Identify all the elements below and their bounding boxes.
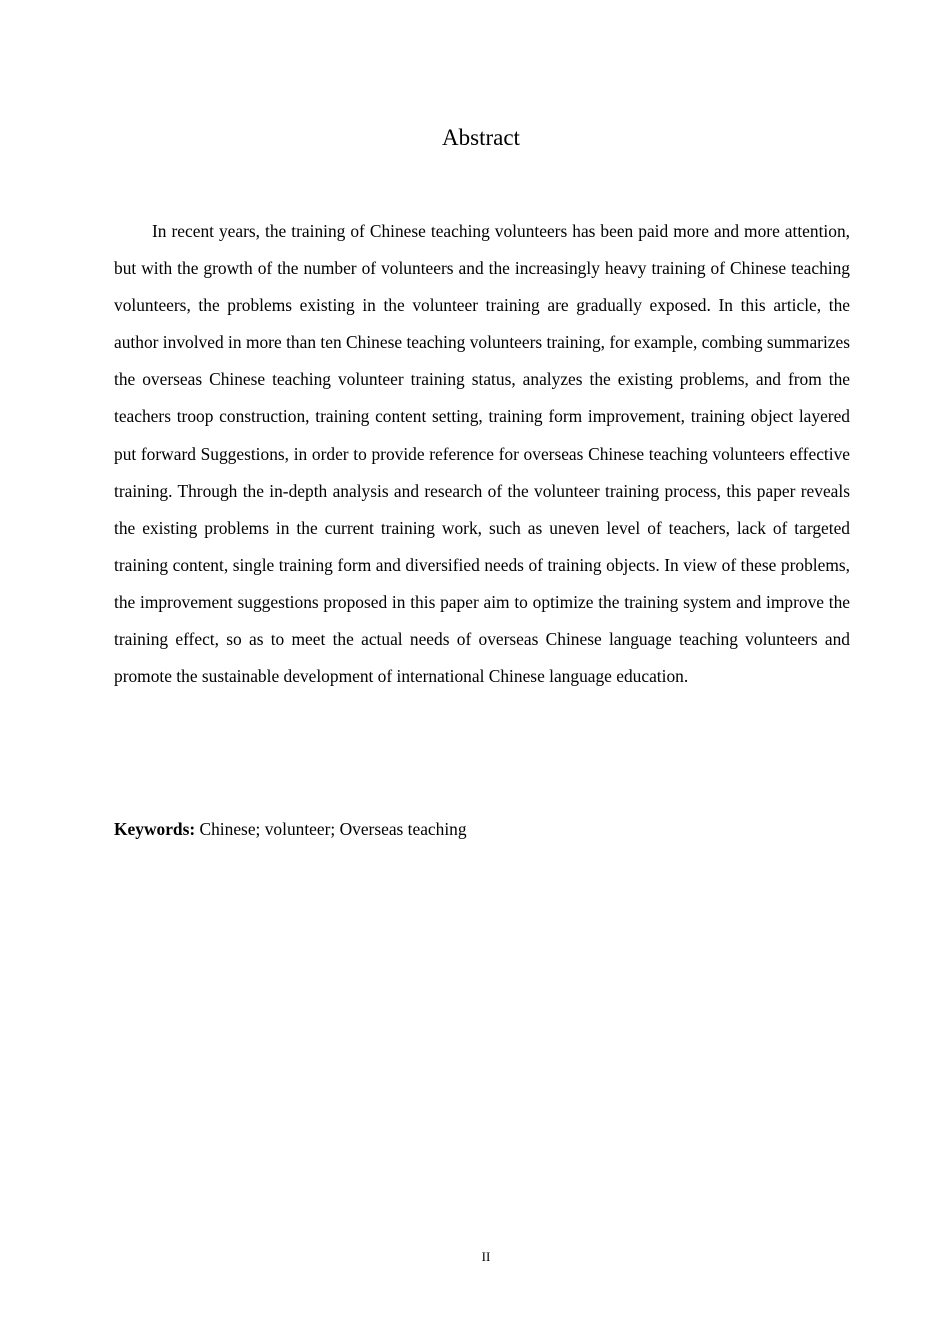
keywords-label: Keywords: xyxy=(114,819,196,839)
page-number: II xyxy=(481,1249,491,1264)
keywords-line xyxy=(114,814,850,844)
abstract-paragraph: In recent years, the training of Chinese teaching volunteers has been paid more and more attention, but with the growth of the number of volunteers and the increasingly heavy training of Chinese teaching volunteers, the problems existing in the volunteer training are gradually exposed. In this article, the author involved in more than ten Chinese teaching volunteers training, for example, combing summarizes the overseas Chinese teaching volunteer training status, analyzes the existing problems, and from the teachers troop construction, training content setting, training form improvement, training object layered put forward Suggestions, in order to provide reference for overseas Chinese teaching volunteers effective training. Through the in-depth analysis and research of the volunteer training process, this paper reveals the existing problems in the current training work, such as uneven level of teachers, lack of targeted training content, single training form and diversified needs of training objects. In view of these problems, the improvement suggestions proposed in this paper aim to optimize the training system and improve the training effect, so as to meet the actual needs of overseas Chinese language teaching volunteers and promote the sustainable development of international Chinese language education. xyxy=(114,221,850,687)
keywords-value: Chinese; volunteer; Overseas teaching xyxy=(199,819,467,839)
abstract-title: Abstract xyxy=(442,125,520,150)
